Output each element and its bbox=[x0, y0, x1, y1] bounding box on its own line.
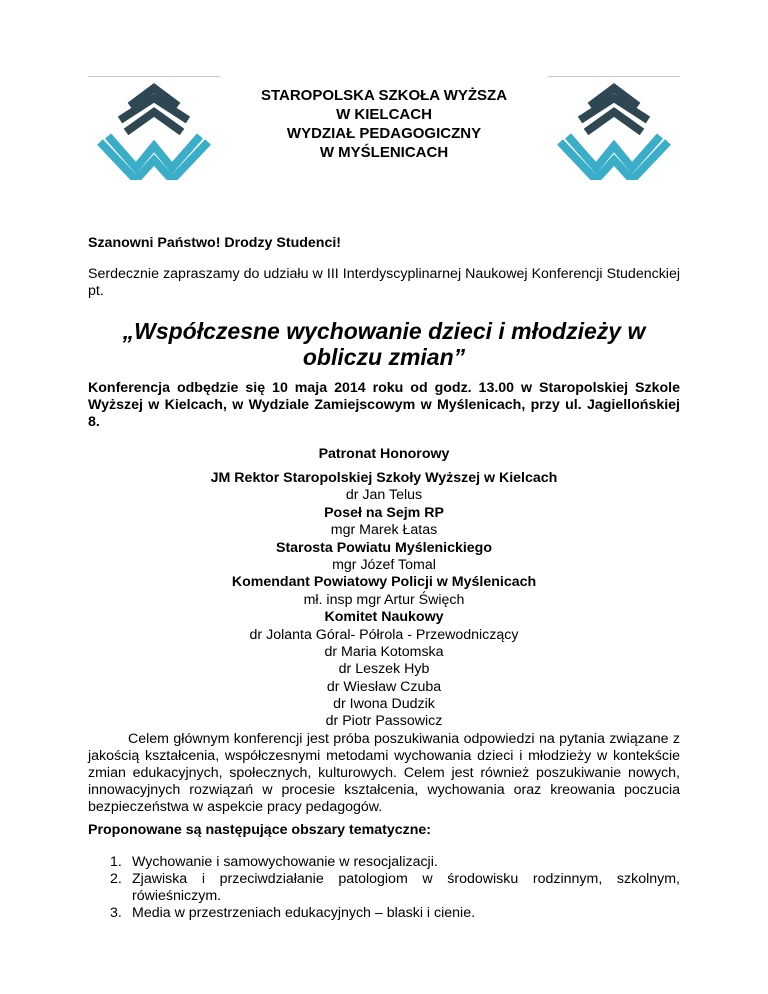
patron-name: dr Jan Telus bbox=[345, 487, 423, 504]
patron-role: JM Rektor Staropolskiej Szkoły Wyższej w Kielcach bbox=[210, 470, 558, 486]
header-rule-right bbox=[548, 76, 680, 77]
topic-item bbox=[110, 854, 680, 871]
patron-role: Poseł na Sejm RP bbox=[324, 504, 444, 521]
committee-member: dr Maria Kotomska bbox=[324, 643, 444, 660]
institution-name-line: W KIELCACH bbox=[336, 106, 432, 123]
topic-item bbox=[110, 871, 680, 905]
conference-title: „Współczesne wychowanie dzieci i młodzieży w obliczu zmian” bbox=[122, 318, 646, 370]
topic-item bbox=[110, 905, 680, 922]
invitation-paragraph: Serdecznie zapraszamy do udziału w III Interdyscyplinarnej Naukowej Konferencji Studenckiej pt. bbox=[88, 266, 680, 299]
institution-name-line: W MYŚLENICACH bbox=[319, 144, 449, 161]
institution-name-line: WYDZIAŁ PEDAGOGICZNY bbox=[286, 125, 482, 142]
topics-heading: Proponowane są następujące obszary tematyczne: bbox=[88, 822, 431, 838]
header-rule-left bbox=[88, 76, 220, 77]
committee-heading: Komitet Naukowy bbox=[324, 609, 444, 626]
committee-member: dr Piotr Passowicz bbox=[325, 713, 443, 730]
topic-number: 2. bbox=[110, 871, 122, 887]
greeting: Szanowni Państwo! Drodzy Studenci! bbox=[88, 235, 342, 251]
patron-name: mgr Józef Tomal bbox=[332, 556, 436, 573]
institution-name bbox=[200, 86, 568, 162]
honorary-patronage-heading: Patronat Honorowy bbox=[318, 446, 450, 462]
topics-list bbox=[110, 854, 680, 922]
topic-text: Wychowanie i samowychowanie w resocjalizacji. bbox=[132, 854, 438, 870]
topic-text: Media w przestrzeniach edukacyjnych – blaski i cienie. bbox=[132, 905, 476, 921]
patrons-list bbox=[88, 470, 680, 731]
committee-member: dr Wiesław Czuba bbox=[326, 678, 442, 695]
committee-member: dr Jolanta Góral- Półrola - Przewodniczący bbox=[249, 626, 519, 643]
conference-date-info: Konferencja odbędzie się 10 maja 2014 roku od godz. 13.00 w Staropolskiej Szkole Wyższej w Kielcach, w Wydziale Zamiejscowym w Myślenicach, przy ul. Jagiellońskiej 8. bbox=[88, 380, 680, 430]
institution-name-line: STAROPOLSKA SZKOŁA WYŻSZA bbox=[260, 87, 508, 104]
topic-number: 3. bbox=[110, 905, 122, 921]
conference-goal-paragraph: Celem głównym konferencji jest próba poszukiwania odpowiedzi na pytania związane z jakością kształcenia, współczesnymi metodami wychowania dzieci i młodzieży w kontekście zmian edukacyjnych, społecznych, kulturowych. Celem jest również poszukiwanie nowych, innowacyjnych rozwiązań w procesie kształcenia, wychowania oraz kreowania poczucia bezpieczeństwa w aspekcie pracy pedagogów. bbox=[88, 731, 680, 815]
topic-text: Zjawiska i przeciwdziałanie patologiom w środowisku rodzinnym, szkolnym, rówieśniczym. bbox=[132, 871, 680, 904]
school-logo-left bbox=[94, 80, 214, 180]
school-logo-right bbox=[554, 80, 674, 180]
patron-name: mgr Marek Łatas bbox=[330, 522, 438, 539]
topic-number: 1. bbox=[110, 854, 122, 870]
committee-member: dr Leszek Hyb bbox=[338, 661, 430, 678]
patron-role: Komendant Powiatowy Policji w Myślenicach bbox=[231, 574, 537, 591]
patron-name: mł. insp mgr Artur Święch bbox=[303, 591, 465, 608]
patron-role: Starosta Powiatu Myślenickiego bbox=[275, 539, 493, 556]
committee-member: dr Iwona Dudzik bbox=[333, 696, 435, 713]
